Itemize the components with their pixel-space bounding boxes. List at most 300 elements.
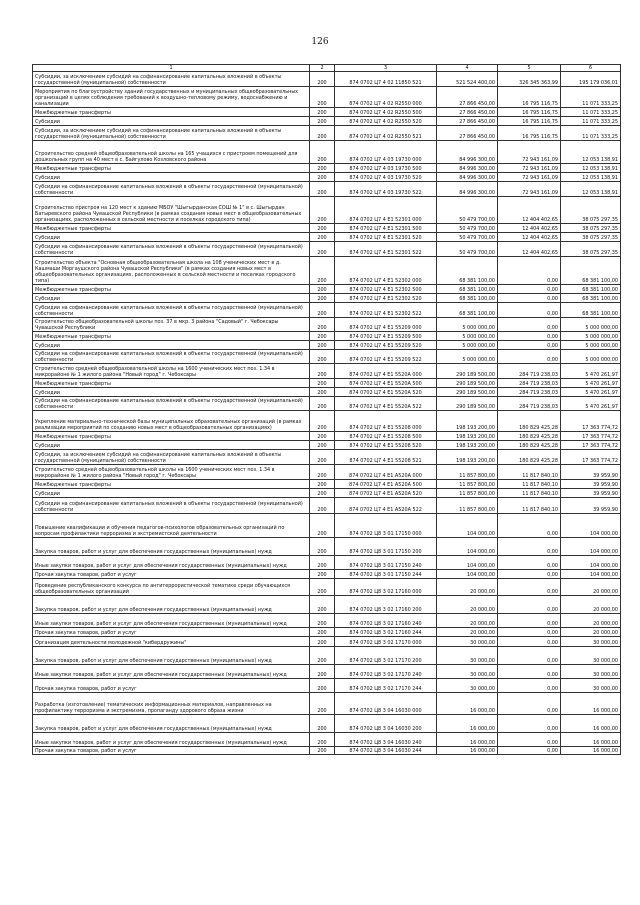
row-approved-amount: 20 000,00 — [437, 579, 498, 596]
row-executed-amount: 0,00 — [498, 332, 561, 341]
table-row — [33, 173, 621, 182]
row-name-cell: Закупка товаров, работ и услуг для обеспечения государственных (муниципальных) нужд — [33, 538, 310, 556]
row-name-cell: Иные закупки товаров, работ и услуг для обеспечения государственных (муниципальных) нужд — [33, 614, 310, 628]
row-name-cell: Субсидии — [33, 441, 310, 450]
row-executed-amount: 72 943 161,09 — [498, 173, 561, 182]
row-executed-amount: 0,00 — [498, 303, 561, 318]
row-executed-amount: 11 817 840,10 — [498, 498, 561, 514]
row-name-cell: Иные закупки товаров, работ и услуг для обеспечения государственных (муниципальных) нужд — [33, 665, 310, 679]
row-name-cell: Закупка товаров, работ и услуг для обеспечения государственных (муниципальных) нужд — [33, 715, 310, 733]
table-row — [33, 379, 621, 388]
row-approved-amount: 16 000,00 — [437, 733, 498, 747]
row-classification-cell: 874 0702 Ц7 4 E1 52302 000 — [335, 257, 437, 285]
row-unexecuted-amount: 5 470 261,97 — [561, 379, 621, 388]
row-approved-amount: 104 000,00 — [437, 570, 498, 579]
row-approved-amount: 50 479 700,00 — [437, 224, 498, 233]
row-approved-amount: 27 866 450,00 — [437, 108, 498, 117]
row-code-cell: 200 — [310, 579, 335, 596]
row-unexecuted-amount: 39 959,90 — [561, 480, 621, 489]
row-code-cell: 200 — [310, 570, 335, 579]
row-code-cell: 200 — [310, 379, 335, 388]
row-name-cell: Закупка товаров, работ и услуг для обеспечения государственных (муниципальных) нужд — [33, 647, 310, 665]
row-executed-amount: 16 795 116,75 — [498, 108, 561, 117]
table-row — [33, 596, 621, 614]
row-code-cell: 200 — [310, 441, 335, 450]
row-approved-amount: 290 189 500,00 — [437, 364, 498, 379]
row-approved-amount: 198 193 200,00 — [437, 441, 498, 450]
row-unexecuted-amount: 104 000,00 — [561, 538, 621, 556]
table-row — [33, 665, 621, 679]
row-name-cell: Прочая закупка товаров, работ и услуг — [33, 570, 310, 579]
row-code-cell: 200 — [310, 141, 335, 164]
row-approved-amount: 198 193 200,00 — [437, 411, 498, 432]
row-executed-amount: 0,00 — [498, 693, 561, 715]
row-executed-amount: 0,00 — [498, 294, 561, 303]
row-executed-amount: 0,00 — [498, 679, 561, 693]
row-code-cell: 200 — [310, 614, 335, 628]
row-classification-cell: 874 0702 Ц7 4 03 19730 520 — [335, 173, 437, 182]
row-name-cell: Межбюджетные трансферты — [33, 379, 310, 388]
column-header-unexecuted: 6 — [561, 65, 621, 72]
row-classification-cell: 874 0702 Ц7 4 03 19730 000 — [335, 141, 437, 164]
table-row — [33, 257, 621, 285]
row-code-cell: 200 — [310, 388, 335, 397]
row-unexecuted-amount: 38 075 297,35 — [561, 242, 621, 257]
row-executed-amount: 284 719 238,03 — [498, 364, 561, 379]
row-approved-amount: 30 000,00 — [437, 647, 498, 665]
row-approved-amount: 50 479 700,00 — [437, 233, 498, 242]
row-unexecuted-amount: 5 470 261,97 — [561, 397, 621, 411]
row-name-cell: Организация деятельности молодежной "кибердружины" — [33, 637, 310, 647]
row-code-cell: 200 — [310, 224, 335, 233]
row-unexecuted-amount: 195 179 036,01 — [561, 72, 621, 87]
row-approved-amount: 68 381 100,00 — [437, 294, 498, 303]
row-unexecuted-amount: 39 959,90 — [561, 498, 621, 514]
row-unexecuted-amount: 39 959,90 — [561, 465, 621, 480]
row-unexecuted-amount: 12 053 138,91 — [561, 164, 621, 173]
table-row — [33, 441, 621, 450]
row-code-cell: 200 — [310, 87, 335, 108]
row-classification-cell: 874 0702 Ц8 3 04 16030 244 — [335, 747, 437, 755]
row-approved-amount: 104 000,00 — [437, 556, 498, 570]
row-name-cell: Иные закупки товаров, работ и услуг для обеспечения государственных (муниципальных) нужд — [33, 556, 310, 570]
row-executed-amount: 0,00 — [498, 570, 561, 579]
row-executed-amount: 11 817 840,10 — [498, 465, 561, 480]
row-classification-cell: 874 0702 Ц8 3 01 17150 244 — [335, 570, 437, 579]
row-unexecuted-amount: 17 363 774,72 — [561, 450, 621, 465]
row-executed-amount: 0,00 — [498, 579, 561, 596]
row-approved-amount: 16 000,00 — [437, 693, 498, 715]
row-name-cell: Строительство объекта "Основная общеобразовательная школа на 108 ученических мест в д. Кашмаши Моргаушского района Чувашской Республики" (в рамках создания новых мест в общеобразовательных организациях, расположенных в сельской местности и поселках городского типа) — [33, 257, 310, 285]
row-code-cell: 200 — [310, 538, 335, 556]
row-unexecuted-amount: 17 363 774,72 — [561, 441, 621, 450]
row-executed-amount: 0,00 — [498, 514, 561, 538]
row-executed-amount: 326 345 363,99 — [498, 72, 561, 87]
row-code-cell: 200 — [310, 182, 335, 197]
row-unexecuted-amount: 17 363 774,72 — [561, 432, 621, 441]
row-executed-amount: 0,00 — [498, 665, 561, 679]
row-approved-amount: 11 857 800,00 — [437, 498, 498, 514]
row-code-cell: 200 — [310, 647, 335, 665]
table-row — [33, 679, 621, 693]
row-name-cell: Межбюджетные трансферты — [33, 108, 310, 117]
row-approved-amount: 198 193 200,00 — [437, 432, 498, 441]
row-name-cell: Субсидии на софинансирование капитальных вложений в объекты государственной (муниципальной) собственности — [33, 303, 310, 318]
row-approved-amount: 16 000,00 — [437, 715, 498, 733]
row-executed-amount: 0,00 — [498, 628, 561, 637]
row-approved-amount: 11 857 800,00 — [437, 489, 498, 498]
table-row — [33, 489, 621, 498]
row-executed-amount: 72 943 161,09 — [498, 182, 561, 197]
row-name-cell: Субсидии — [33, 173, 310, 182]
row-unexecuted-amount: 12 053 138,91 — [561, 141, 621, 164]
row-name-cell: Закупка товаров, работ и услуг для обеспечения государственных (муниципальных) нужд — [33, 596, 310, 614]
row-classification-cell: 874 0702 Ц7 4 E1 5520A 500 — [335, 379, 437, 388]
row-name-cell: Субсидии — [33, 233, 310, 242]
row-approved-amount: 27 866 450,00 — [437, 126, 498, 141]
row-executed-amount: 284 719 238,03 — [498, 397, 561, 411]
table-row — [33, 197, 621, 224]
row-classification-cell: 874 0702 Ц7 4 03 19730 500 — [335, 164, 437, 173]
row-classification-cell: 874 0702 Ц7 4 E1 52301 522 — [335, 242, 437, 257]
row-classification-cell: 874 0702 Ц8 3 02 17170 244 — [335, 679, 437, 693]
row-classification-cell: 874 0702 Ц7 4 03 19730 522 — [335, 182, 437, 197]
row-executed-amount: 0,00 — [498, 733, 561, 747]
row-classification-cell: 874 0702 Ц8 3 02 17160 244 — [335, 628, 437, 637]
row-executed-amount: 284 719 238,03 — [498, 388, 561, 397]
table-row — [33, 242, 621, 257]
row-unexecuted-amount: 30 000,00 — [561, 637, 621, 647]
row-unexecuted-amount: 68 381 100,00 — [561, 303, 621, 318]
row-code-cell: 200 — [310, 514, 335, 538]
row-code-cell: 200 — [310, 665, 335, 679]
row-classification-cell: 874 0702 Ц8 3 01 17150 200 — [335, 538, 437, 556]
row-approved-amount: 104 000,00 — [437, 514, 498, 538]
table-row — [33, 747, 621, 755]
row-code-cell: 200 — [310, 350, 335, 364]
row-approved-amount: 30 000,00 — [437, 637, 498, 647]
row-approved-amount: 30 000,00 — [437, 665, 498, 679]
row-code-cell: 200 — [310, 556, 335, 570]
table-row — [33, 411, 621, 432]
row-name-cell: Мероприятия по благоустройству зданий государственных и муниципальных общеобразовательных организаций в целях соблюдения требований к воздушно-тепловому режиму, водоснабжению и канализации — [33, 87, 310, 108]
row-code-cell: 200 — [310, 233, 335, 242]
row-code-cell: 200 — [310, 108, 335, 117]
row-approved-amount: 20 000,00 — [437, 628, 498, 637]
row-name-cell: Строительство пристроя на 120 мест к зданию МБОУ "Шыгырданская СОШ № 1" в с. Шыгырдан Батыревского района Чувашской Республики (в рамках создания новых мест в общеобразовательных организациях, расположенных в сельской местности и поселках городского типа) — [33, 197, 310, 224]
table-row — [33, 570, 621, 579]
row-classification-cell: 874 0702 Ц7 4 E1 А520A 000 — [335, 465, 437, 480]
table-row — [33, 715, 621, 733]
row-code-cell: 200 — [310, 397, 335, 411]
row-name-cell: Укрепление материально-технической базы муниципальных образовательных организаций (в рамках реализации мероприятий по созданию новых мест в общеобразовательных организациях) — [33, 411, 310, 432]
row-code-cell: 200 — [310, 341, 335, 350]
row-executed-amount: 0,00 — [498, 747, 561, 755]
row-approved-amount: 27 866 450,00 — [437, 87, 498, 108]
table-row — [33, 303, 621, 318]
row-classification-cell: 874 0702 Ц7 4 E1 А520A 522 — [335, 498, 437, 514]
row-name-cell: Субсидии — [33, 489, 310, 498]
row-executed-amount: 72 943 161,09 — [498, 164, 561, 173]
row-approved-amount: 84 996 300,00 — [437, 164, 498, 173]
row-code-cell: 200 — [310, 364, 335, 379]
row-classification-cell: 874 0702 Ц8 3 04 16030 240 — [335, 733, 437, 747]
column-header-executed: 5 — [498, 65, 561, 72]
row-classification-cell: 874 0702 Ц7 4 E1 А520A 500 — [335, 480, 437, 489]
row-approved-amount: 5 000 000,00 — [437, 318, 498, 332]
row-code-cell: 200 — [310, 126, 335, 141]
row-unexecuted-amount: 5 000 000,00 — [561, 350, 621, 364]
row-classification-cell: 874 0702 Ц7 4 E1 55208 000 — [335, 411, 437, 432]
budget-execution-table — [32, 64, 621, 755]
table-row — [33, 350, 621, 364]
row-code-cell: 200 — [310, 432, 335, 441]
row-unexecuted-amount: 68 381 100,00 — [561, 294, 621, 303]
table-row — [33, 285, 621, 294]
row-code-cell: 200 — [310, 164, 335, 173]
row-approved-amount: 68 381 100,00 — [437, 257, 498, 285]
row-classification-cell: 874 0702 Ц7 4 E1 52302 522 — [335, 303, 437, 318]
table-header — [33, 65, 621, 72]
row-classification-cell: 874 0702 Ц8 3 02 17160 000 — [335, 579, 437, 596]
row-classification-cell: 874 0702 Ц7 4 E1 А520A 520 — [335, 489, 437, 498]
row-name-cell: Иные закупки товаров, работ и услуг для обеспечения государственных (муниципальных) нужд — [33, 733, 310, 747]
table-row — [33, 614, 621, 628]
row-approved-amount: 84 996 300,00 — [437, 173, 498, 182]
row-classification-cell: 874 0702 Ц8 3 04 16030 000 — [335, 693, 437, 715]
row-name-cell: Строительство средней общеобразовательной школы на 1600 ученических мест поз. 1.34 в микрорайоне № 1 жилого района "Новый город" г. Чебоксары — [33, 465, 310, 480]
row-code-cell: 200 — [310, 498, 335, 514]
row-unexecuted-amount: 39 959,90 — [561, 489, 621, 498]
row-name-cell: Межбюджетные трансферты — [33, 432, 310, 441]
row-name-cell: Субсидии на софинансирование капитальных вложений в объекты государственной (муниципальной) собственности — [33, 182, 310, 197]
row-unexecuted-amount: 11 071 333,25 — [561, 108, 621, 117]
row-executed-amount: 0,00 — [498, 715, 561, 733]
row-classification-cell: 874 0702 Ц7 4 E1 52302 500 — [335, 285, 437, 294]
row-unexecuted-amount: 20 000,00 — [561, 596, 621, 614]
row-classification-cell: 874 0702 Ц7 4 E1 55208 521 — [335, 450, 437, 465]
row-code-cell: 200 — [310, 747, 335, 755]
row-executed-amount: 0,00 — [498, 596, 561, 614]
table-row — [33, 224, 621, 233]
row-classification-cell: 874 0702 Ц8 3 02 17170 000 — [335, 637, 437, 647]
row-approved-amount: 290 189 500,00 — [437, 388, 498, 397]
row-classification-cell: 874 0702 Ц7 4 02 11850 521 — [335, 72, 437, 87]
column-header-approved: 4 — [437, 65, 498, 72]
table-row — [33, 480, 621, 489]
row-name-cell: Межбюджетные трансферты — [33, 164, 310, 173]
row-approved-amount: 104 000,00 — [437, 538, 498, 556]
row-unexecuted-amount: 104 000,00 — [561, 556, 621, 570]
row-unexecuted-amount: 12 053 138,91 — [561, 173, 621, 182]
row-unexecuted-amount: 68 381 100,00 — [561, 285, 621, 294]
row-name-cell: Проведение республиканского конкурса по антитеррористической тематике среди обучающихся общеобразовательных организаций — [33, 579, 310, 596]
row-executed-amount: 0,00 — [498, 614, 561, 628]
row-classification-cell: 874 0702 Ц8 3 02 17160 240 — [335, 614, 437, 628]
row-unexecuted-amount: 12 053 138,91 — [561, 182, 621, 197]
row-name-cell: Субсидии, за исключением субсидий на софинансирование капитальных вложений в объекты государственной (муниципальной) собственности — [33, 450, 310, 465]
row-code-cell: 200 — [310, 596, 335, 614]
row-name-cell: Субсидии, за исключением субсидий на софинансирование капитальных вложений в объекты государственной (муниципальной) собственности — [33, 126, 310, 141]
row-code-cell: 200 — [310, 489, 335, 498]
row-approved-amount: 290 189 500,00 — [437, 397, 498, 411]
row-unexecuted-amount: 38 075 297,35 — [561, 233, 621, 242]
row-name-cell: Субсидии на софинансирование капитальных вложений в объекты государственной (муниципальной) собственности — [33, 242, 310, 257]
row-name-cell: Повышение квалификации и обучения педагогов-психологов образовательных организаций по вопросам профилактики терроризма и экстремистской деятельности — [33, 514, 310, 538]
row-approved-amount: 50 479 700,00 — [437, 197, 498, 224]
row-unexecuted-amount: 38 075 297,35 — [561, 197, 621, 224]
row-name-cell: Субсидии на софинансирование капитальных вложений в объекты государственной (муниципальной) собственности — [33, 397, 310, 411]
row-unexecuted-amount: 5 470 261,97 — [561, 388, 621, 397]
row-code-cell: 200 — [310, 72, 335, 87]
row-unexecuted-amount: 16 000,00 — [561, 747, 621, 755]
row-code-cell: 200 — [310, 117, 335, 126]
row-executed-amount: 12 404 402,65 — [498, 197, 561, 224]
row-code-cell: 200 — [310, 173, 335, 182]
table-row — [33, 364, 621, 379]
row-classification-cell: 874 0702 Ц7 4 E1 52301 500 — [335, 224, 437, 233]
table-row — [33, 514, 621, 538]
row-unexecuted-amount: 68 381 100,00 — [561, 257, 621, 285]
row-unexecuted-amount: 11 071 333,25 — [561, 126, 621, 141]
row-code-cell: 200 — [310, 628, 335, 637]
row-classification-cell: 874 0702 Ц7 4 E1 55209 522 — [335, 350, 437, 364]
row-classification-cell: 874 0702 Ц7 4 E1 55208 500 — [335, 432, 437, 441]
row-unexecuted-amount: 5 000 000,00 — [561, 341, 621, 350]
row-executed-amount: 180 829 425,28 — [498, 441, 561, 450]
table-row — [33, 465, 621, 480]
row-unexecuted-amount: 38 075 297,35 — [561, 224, 621, 233]
row-classification-cell: 874 0702 Ц8 3 02 17170 240 — [335, 665, 437, 679]
row-executed-amount: 0,00 — [498, 350, 561, 364]
row-executed-amount: 11 817 840,10 — [498, 489, 561, 498]
table-row — [33, 628, 621, 637]
row-approved-amount: 290 189 500,00 — [437, 379, 498, 388]
table-row — [33, 450, 621, 465]
row-classification-cell: 874 0702 Ц8 3 04 16030 200 — [335, 715, 437, 733]
table-row — [33, 126, 621, 141]
row-code-cell: 200 — [310, 332, 335, 341]
row-executed-amount: 12 404 402,65 — [498, 233, 561, 242]
table-row — [33, 733, 621, 747]
row-code-cell: 200 — [310, 411, 335, 432]
row-approved-amount: 198 193 200,00 — [437, 450, 498, 465]
row-executed-amount: 284 719 238,03 — [498, 379, 561, 388]
row-approved-amount: 20 000,00 — [437, 596, 498, 614]
row-unexecuted-amount: 11 071 333,25 — [561, 117, 621, 126]
row-code-cell: 200 — [310, 285, 335, 294]
row-classification-cell: 874 0702 Ц8 3 01 17150 000 — [335, 514, 437, 538]
row-executed-amount: 0,00 — [498, 556, 561, 570]
row-classification-cell: 874 0702 Ц7 4 E1 52301 000 — [335, 197, 437, 224]
table-row — [33, 108, 621, 117]
row-name-cell: Субсидии — [33, 294, 310, 303]
row-executed-amount: 0,00 — [498, 341, 561, 350]
row-executed-amount: 12 404 402,65 — [498, 242, 561, 257]
row-unexecuted-amount: 17 363 774,72 — [561, 411, 621, 432]
row-classification-cell: 874 0702 Ц8 3 02 17160 200 — [335, 596, 437, 614]
row-classification-cell: 874 0702 Ц7 4 02 R2550 521 — [335, 126, 437, 141]
row-name-cell: Разработка (изготовление) тематических информационных материалов, направленных на профилактику терроризма и экстремизма, пропаганду здорового образа жизни — [33, 693, 310, 715]
row-code-cell: 200 — [310, 257, 335, 285]
row-unexecuted-amount: 20 000,00 — [561, 628, 621, 637]
row-name-cell: Прочая закупка товаров, работ и услуг — [33, 679, 310, 693]
row-executed-amount: 0,00 — [498, 637, 561, 647]
column-header-code: 2 — [310, 65, 335, 72]
row-executed-amount: 0,00 — [498, 285, 561, 294]
row-executed-amount: 0,00 — [498, 318, 561, 332]
row-classification-cell: 874 0702 Ц7 4 E1 55209 520 — [335, 341, 437, 350]
table-row — [33, 87, 621, 108]
row-approved-amount: 27 866 450,00 — [437, 117, 498, 126]
row-approved-amount: 11 857 800,00 — [437, 480, 498, 489]
row-classification-cell: 874 0702 Ц7 4 E1 55208 520 — [335, 441, 437, 450]
row-approved-amount: 521 524 400,00 — [437, 72, 498, 87]
row-executed-amount: 180 829 425,28 — [498, 432, 561, 441]
row-name-cell: Субсидии на софинансирование капитальных вложений в объекты государственной (муниципальной) собственности — [33, 498, 310, 514]
row-classification-cell: 874 0702 Ц7 4 E1 55209 000 — [335, 318, 437, 332]
row-classification-cell: 874 0702 Ц7 4 E1 5520A 000 — [335, 364, 437, 379]
row-code-cell: 200 — [310, 294, 335, 303]
row-unexecuted-amount: 104 000,00 — [561, 570, 621, 579]
row-code-cell: 200 — [310, 450, 335, 465]
row-code-cell: 200 — [310, 303, 335, 318]
table-row — [33, 117, 621, 126]
row-code-cell: 200 — [310, 715, 335, 733]
table-row — [33, 341, 621, 350]
table-row — [33, 397, 621, 411]
row-unexecuted-amount: 16 000,00 — [561, 733, 621, 747]
row-classification-cell: 874 0702 Ц7 4 E1 5520A 520 — [335, 388, 437, 397]
row-classification-cell: 874 0702 Ц7 4 E1 52301 520 — [335, 233, 437, 242]
row-unexecuted-amount: 11 071 333,25 — [561, 87, 621, 108]
row-name-cell: Строительство средней общеобразовательной школы на 165 учащихся с пристроем помещений для дошкольных групп на 40 мест в с. Байгулово Козловского района — [33, 141, 310, 164]
table-row — [33, 141, 621, 164]
row-classification-cell: 874 0702 Ц7 4 E1 5520A 522 — [335, 397, 437, 411]
page-number: 126 — [311, 37, 329, 47]
row-executed-amount: 180 829 425,28 — [498, 450, 561, 465]
row-code-cell: 200 — [310, 480, 335, 489]
row-approved-amount: 11 857 800,00 — [437, 465, 498, 480]
table-row — [33, 647, 621, 665]
table-row — [33, 498, 621, 514]
table-body — [33, 72, 621, 755]
row-classification-cell: 874 0702 Ц7 4 02 R2550 520 — [335, 117, 437, 126]
row-code-cell: 200 — [310, 465, 335, 480]
column-header-classification: 3 — [335, 65, 437, 72]
row-approved-amount: 84 996 300,00 — [437, 141, 498, 164]
row-classification-cell: 874 0702 Ц7 4 E1 55209 500 — [335, 332, 437, 341]
row-approved-amount: 50 479 700,00 — [437, 242, 498, 257]
row-name-cell: Прочая закупка товаров, работ и услуг — [33, 747, 310, 755]
row-unexecuted-amount: 20 000,00 — [561, 614, 621, 628]
row-unexecuted-amount: 16 000,00 — [561, 693, 621, 715]
row-code-cell: 200 — [310, 318, 335, 332]
column-number-row — [33, 65, 621, 72]
row-name-cell: Субсидии, за исключением субсидий на софинансирование капитальных вложений в объекты государственной (муниципальной) собственности — [33, 72, 310, 87]
row-approved-amount: 20 000,00 — [437, 614, 498, 628]
row-executed-amount: 0,00 — [498, 257, 561, 285]
row-code-cell: 200 — [310, 693, 335, 715]
row-classification-cell: 874 0702 Ц7 4 02 R2550 000 — [335, 87, 437, 108]
row-name-cell: Межбюджетные трансферты — [33, 224, 310, 233]
row-unexecuted-amount: 30 000,00 — [561, 647, 621, 665]
row-unexecuted-amount: 104 000,00 — [561, 514, 621, 538]
row-executed-amount: 11 817 840,10 — [498, 480, 561, 489]
table-row — [33, 637, 621, 647]
row-approved-amount: 5 000 000,00 — [437, 350, 498, 364]
table-row — [33, 294, 621, 303]
